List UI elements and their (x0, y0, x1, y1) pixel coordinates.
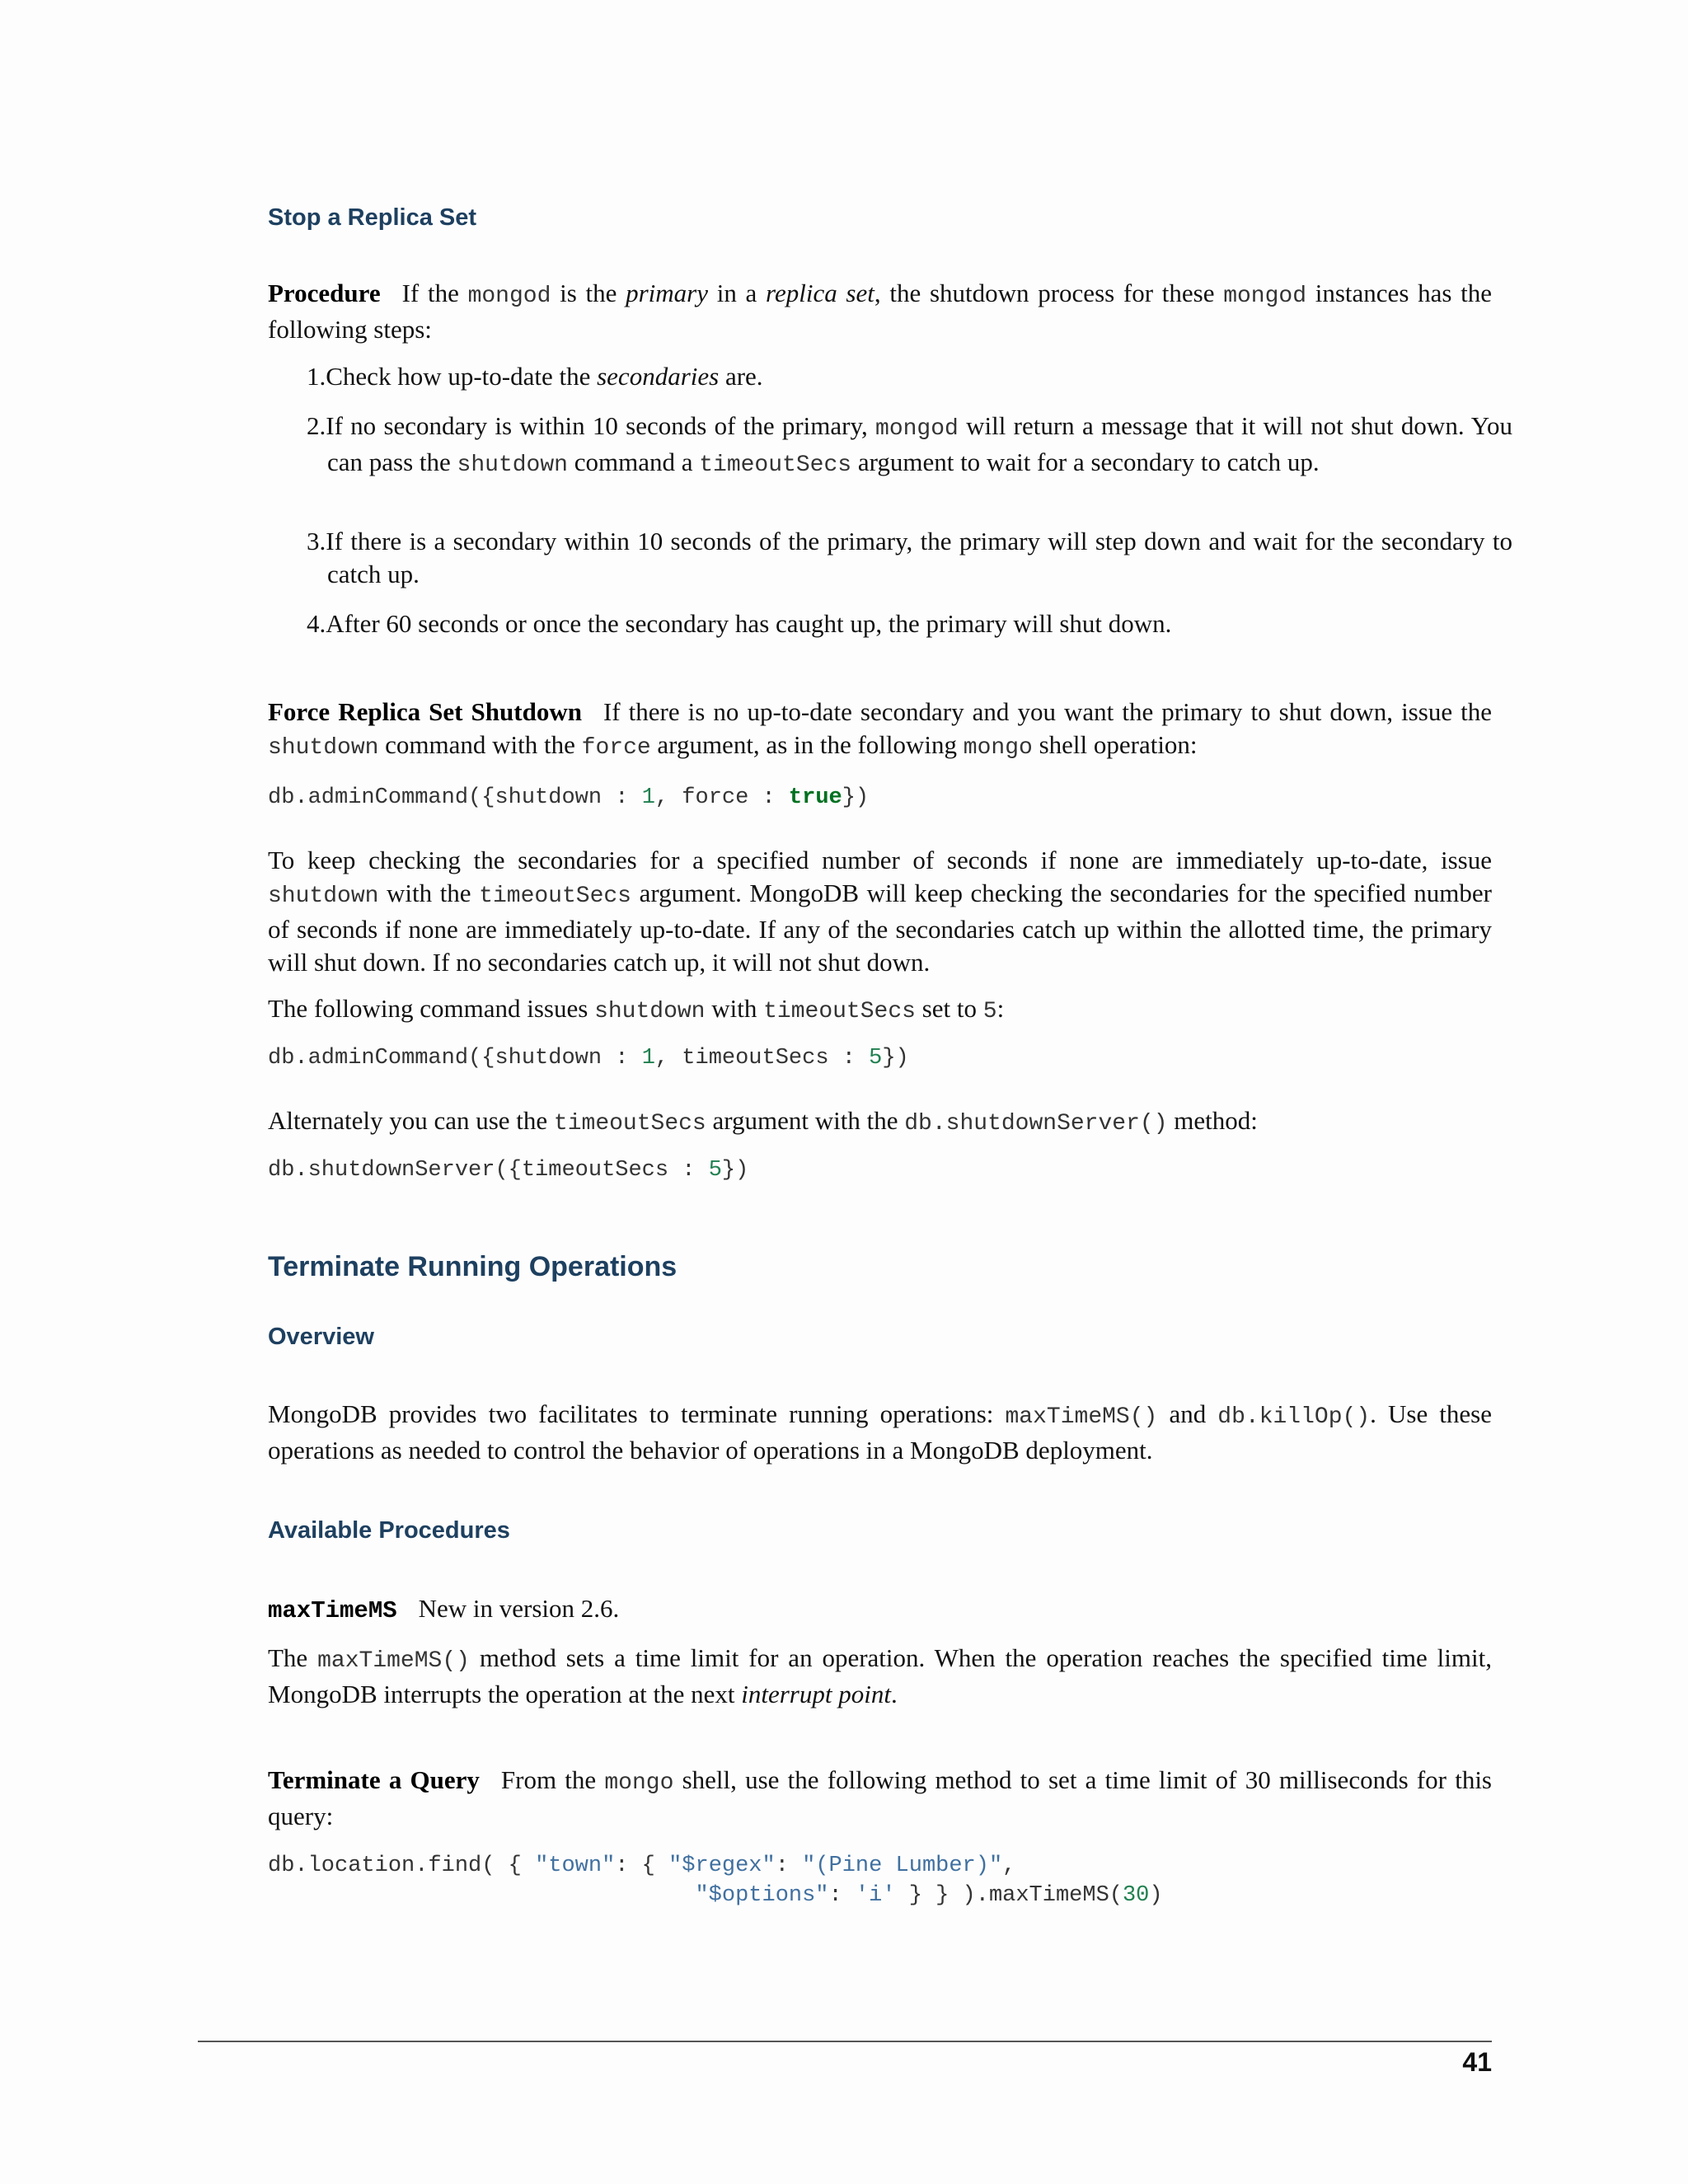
code-mongod: mongod (467, 284, 551, 309)
list-item-step-1: 1.Check how up-to-date the secondaries are. (307, 362, 763, 391)
terminate-query-paragraph: Terminate a Query From the mongo shell, use the following method to set a time limit of 30 milliseconds for this query: (268, 1765, 1492, 1830)
link-db-shutdownserver[interactable]: db.shutdownServer() (904, 1111, 1168, 1137)
overview-paragraph: MongoDB provides two facilitates to terminate running operations: maxTimeMS() and db.killOp(). Use these operations as needed to control the behavior of operations in a MongoDB deployment. (268, 1399, 1492, 1465)
heading-available-procedures: Available Procedures (268, 1517, 510, 1544)
heading-overview: Overview (268, 1324, 374, 1350)
terminate-query-label: Terminate a Query (268, 1765, 480, 1794)
link-maxtimems[interactable]: maxTimeMS() (317, 1648, 470, 1674)
maxtimems-paragraph: maxTimeMS New in version 2.6. (268, 1594, 620, 1624)
force-shutdown-paragraph: Force Replica Set Shutdown If there is no up-to-date secondary and you want the primary to shut down, issue the shutdown command with the force argument, as in the following mongo shell operation: (268, 697, 1493, 761)
code-mongo: mongo (963, 735, 1033, 761)
link-primary[interactable]: primary (626, 279, 708, 307)
code-block-timeoutsecs: db.adminCommand({shutdown : 1, timeoutSecs : 5}) (268, 1046, 909, 1071)
list-item-step-4: 4.After 60 seconds or once the secondary has caught up, the primary will shut down. (307, 609, 1172, 638)
procedure-label: Procedure (268, 279, 381, 307)
code-shutdown: shutdown (268, 883, 379, 909)
footer-rule (198, 2041, 1492, 2042)
following-command-paragraph: The following command issues shutdown with timeoutSecs set to 5: (268, 994, 1005, 1024)
procedure-paragraph: Procedure If the mongod is the primary in a replica set, the shutdown process for these mongod instances has the following steps: (268, 279, 1493, 344)
heading-stop-replica-set: Stop a Replica Set (268, 204, 477, 231)
list-item-step-2: 2.If no secondary is within 10 seconds of the primary, mongod will return a message that it will not shut down. You can pass the shutdown command a timeoutSecs argument to wait for a secondary to catch up. (307, 411, 1512, 478)
code-shutdown: shutdown (457, 452, 568, 478)
code-timeoutsecs: timeoutSecs (553, 1111, 706, 1137)
code-shutdown: shutdown (594, 999, 706, 1024)
code-force: force (581, 735, 651, 761)
code-timeoutsecs: timeoutSecs (479, 883, 631, 909)
keep-checking-paragraph: To keep checking the secondaries for a specified number of seconds if none are immediately up-to-date, issue shutdown with the timeoutSecs argument. MongoDB will keep checking the secondaries for the specified number of seconds if none are immediately up-to-date. If any of the secondaries catch up within the allotted time, the primary will shut down. If no secondaries catch up, it will not shut down. (268, 846, 1492, 977)
code-timeoutsecs: timeoutSecs (699, 452, 852, 478)
code-mongod: mongod (1223, 284, 1307, 309)
alternately-paragraph: Alternately you can use the timeoutSecs argument with the db.shutdownServer() method: (268, 1106, 1258, 1137)
link-interrupt-point[interactable]: interrupt point (741, 1680, 891, 1708)
heading-terminate-running-operations: Terminate Running Operations (268, 1251, 678, 1282)
page-number: 41 (1462, 2047, 1492, 2077)
list-item-step-3: 3.If there is a secondary within 10 seconds of the primary, the primary will step down and wait for the secondary to catch up. (307, 527, 1512, 588)
code-block-force-shutdown: db.adminCommand({shutdown : 1, force : true}) (268, 785, 870, 810)
code-mongo: mongo (604, 1770, 674, 1796)
link-db-killop[interactable]: db.killOp() (1217, 1404, 1371, 1430)
code-mongod: mongod (875, 416, 959, 442)
code-block-maxtimems-query: db.location.find( { "town": { "$regex": "(Pine Lumber)", "$options": 'i' } } ).maxTimeMS(30) (268, 1854, 1163, 1908)
code-five: 5 (982, 999, 997, 1024)
link-replica-set[interactable]: replica set (766, 279, 874, 307)
maxtimems-label: maxTimeMS (268, 1597, 397, 1624)
code-shutdown: shutdown (268, 735, 379, 761)
code-block-shutdownserver: db.shutdownServer({timeoutSecs : 5}) (268, 1158, 749, 1183)
link-secondaries[interactable]: secondaries (597, 362, 720, 391)
link-maxtimems[interactable]: maxTimeMS() (1005, 1404, 1158, 1430)
code-timeoutsecs: timeoutSecs (763, 999, 916, 1024)
maxtimems-description: The maxTimeMS() method sets a time limit for an operation. When the operation reaches the specified time limit, MongoDB interrupts the operation at the next interrupt point. (268, 1643, 1492, 1708)
force-shutdown-label: Force Replica Set Shutdown (268, 697, 582, 726)
